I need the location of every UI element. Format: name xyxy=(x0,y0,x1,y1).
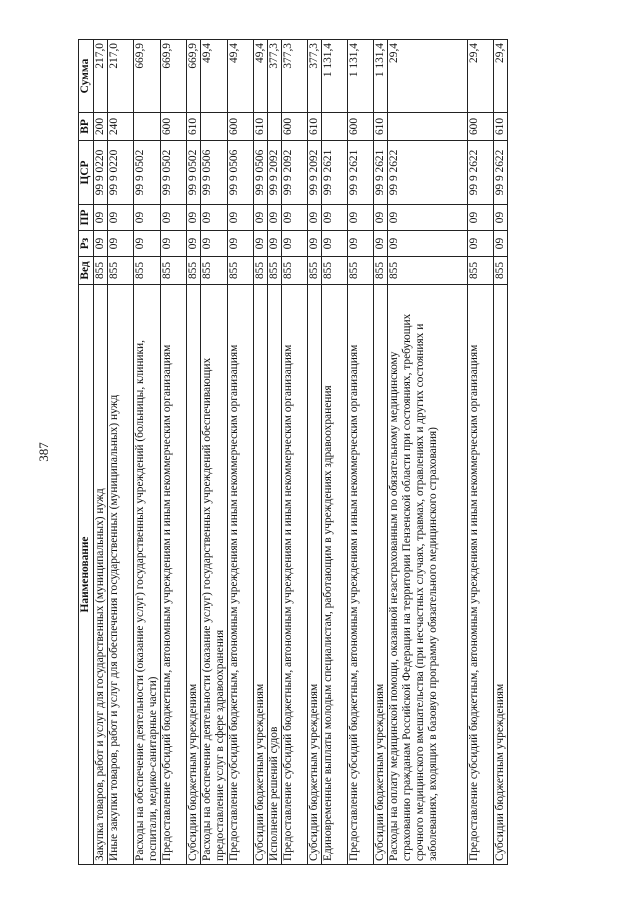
cell-rz: 09 xyxy=(161,231,187,257)
table-row xyxy=(468,40,494,865)
cell-vr: 600 xyxy=(468,113,494,141)
cell-rz: 09 xyxy=(254,231,268,257)
cell-name: Субсидии бюджетным учреждениям xyxy=(374,285,388,865)
cell-ved: 855 xyxy=(134,257,161,285)
table-row xyxy=(254,40,268,865)
cell-ved: 855 xyxy=(228,257,254,285)
cell-sum: 217,0 xyxy=(94,40,108,113)
table-header-row xyxy=(79,40,94,865)
cell-name: Расходы на обеспечение деятельности (оказание услуг) государственных учреждений обеспечивающих предоставление услуг в сфере здравоохранения xyxy=(201,285,228,865)
cell-pr: 09 xyxy=(308,205,322,231)
cell-rz: 09 xyxy=(282,231,308,257)
table-body xyxy=(94,40,508,865)
cell-pr: 09 xyxy=(108,205,134,231)
cell-sum: 669,9 xyxy=(161,40,187,113)
table-row xyxy=(374,40,388,865)
cell-vr xyxy=(201,113,228,141)
table-row xyxy=(94,40,108,865)
cell-pr: 09 xyxy=(201,205,228,231)
cell-pr: 09 xyxy=(94,205,108,231)
table-row xyxy=(228,40,254,865)
cell-csr: 99 9 2622 xyxy=(468,141,494,205)
cell-csr: 99 9 2621 xyxy=(348,141,374,205)
cell-rz: 09 xyxy=(268,231,282,257)
cell-pr: 09 xyxy=(254,205,268,231)
cell-sum: 29,4 xyxy=(388,40,468,113)
cell-vr: 600 xyxy=(348,113,374,141)
header-name: Наименование xyxy=(79,285,94,865)
budget-table xyxy=(78,39,508,865)
cell-rz: 09 xyxy=(308,231,322,257)
cell-csr: 99 9 0502 xyxy=(134,141,161,205)
cell-name: Единовременные выплаты молодым специалистам, работающим в учреждениях здравоохранения xyxy=(322,285,348,865)
cell-vr xyxy=(388,113,468,141)
cell-name: Предоставление субсидий бюджетным, автономным учреждениям и иным некоммерческим организациям xyxy=(282,285,308,865)
cell-rz: 09 xyxy=(228,231,254,257)
cell-rz: 09 xyxy=(322,231,348,257)
cell-rz: 09 xyxy=(108,231,134,257)
cell-csr: 99 9 2092 xyxy=(268,141,282,205)
cell-ved: 855 xyxy=(494,257,508,285)
cell-pr: 09 xyxy=(322,205,348,231)
cell-name: Субсидии бюджетным учреждениям xyxy=(254,285,268,865)
cell-sum: 217,0 xyxy=(108,40,134,113)
table-row xyxy=(388,40,468,865)
cell-ved: 855 xyxy=(108,257,134,285)
budget-table-frame xyxy=(78,40,602,865)
cell-ved: 855 xyxy=(254,257,268,285)
cell-name: Предоставление субсидий бюджетным, автономным учреждениям и иным некоммерческим организациям xyxy=(348,285,374,865)
cell-vr xyxy=(134,113,161,141)
cell-rz: 09 xyxy=(388,231,468,257)
cell-sum: 377,3 xyxy=(308,40,322,113)
cell-rz: 09 xyxy=(134,231,161,257)
cell-csr: 99 9 0506 xyxy=(228,141,254,205)
budget-table-rotated xyxy=(78,40,602,865)
header-pr: ПР xyxy=(79,205,94,231)
table-row xyxy=(187,40,201,865)
cell-vr: 240 xyxy=(108,113,134,141)
cell-name: Предоставление субсидий бюджетным, автономным учреждениям и иным некоммерческим организациям xyxy=(161,285,187,865)
cell-vr xyxy=(322,113,348,141)
cell-vr: 610 xyxy=(187,113,201,141)
table-row xyxy=(201,40,228,865)
header-vr: ВР xyxy=(79,113,94,141)
cell-ved: 855 xyxy=(94,257,108,285)
cell-csr: 99 9 2092 xyxy=(308,141,322,205)
cell-sum: 29,4 xyxy=(468,40,494,113)
cell-name: Исполнение решений судов xyxy=(268,285,282,865)
cell-csr: 99 9 2621 xyxy=(374,141,388,205)
cell-csr: 99 9 0502 xyxy=(161,141,187,205)
cell-pr: 09 xyxy=(388,205,468,231)
cell-rz: 09 xyxy=(374,231,388,257)
table-row xyxy=(322,40,348,865)
cell-pr: 09 xyxy=(282,205,308,231)
cell-name: Расходы на обеспечение деятельности (оказание услуг) государственных учреждений (больницы, клиники, госпитали, медико-санитарные части) xyxy=(134,285,161,865)
cell-pr: 09 xyxy=(374,205,388,231)
cell-ved: 855 xyxy=(374,257,388,285)
cell-sum: 49,4 xyxy=(201,40,228,113)
cell-name: Субсидии бюджетным учреждениям xyxy=(308,285,322,865)
cell-vr xyxy=(268,113,282,141)
cell-pr: 09 xyxy=(161,205,187,231)
table-row xyxy=(108,40,134,865)
cell-csr: 99 9 2622 xyxy=(388,141,468,205)
cell-pr: 09 xyxy=(348,205,374,231)
cell-vr: 600 xyxy=(228,113,254,141)
cell-ved: 855 xyxy=(268,257,282,285)
cell-ved: 855 xyxy=(161,257,187,285)
table-row xyxy=(268,40,282,865)
cell-name: Закупка товаров, работ и услуг для государственных (муниципальных) нужд xyxy=(94,285,108,865)
cell-rz: 09 xyxy=(187,231,201,257)
cell-rz: 09 xyxy=(201,231,228,257)
cell-csr: 99 9 0506 xyxy=(201,141,228,205)
cell-sum: 1 131,4 xyxy=(374,40,388,113)
cell-csr: 99 9 0220 xyxy=(108,141,134,205)
cell-vr: 610 xyxy=(494,113,508,141)
cell-rz: 09 xyxy=(468,231,494,257)
table-row xyxy=(494,40,508,865)
header-sum: Сумма xyxy=(79,40,94,113)
cell-sum: 29,4 xyxy=(494,40,508,113)
cell-ved: 855 xyxy=(348,257,374,285)
cell-sum: 1 131,4 xyxy=(348,40,374,113)
table-row xyxy=(348,40,374,865)
cell-sum: 377,3 xyxy=(268,40,282,113)
header-ved: Вед xyxy=(79,257,94,285)
cell-name: Субсидии бюджетным учреждениям xyxy=(187,285,201,865)
cell-name: Предоставление субсидий бюджетным, автономным учреждениям и иным некоммерческим организациям xyxy=(468,285,494,865)
cell-name: Иные закупки товаров, работ и услуг для обеспечения государственных (муниципальных) нужд xyxy=(108,285,134,865)
cell-sum: 669,9 xyxy=(134,40,161,113)
cell-pr: 09 xyxy=(228,205,254,231)
cell-rz: 09 xyxy=(494,231,508,257)
table-row xyxy=(282,40,308,865)
cell-csr: 99 9 0506 xyxy=(254,141,268,205)
cell-csr: 99 9 0502 xyxy=(187,141,201,205)
cell-name: Субсидии бюджетным учреждениям xyxy=(494,285,508,865)
cell-csr: 99 9 2622 xyxy=(494,141,508,205)
cell-rz: 09 xyxy=(348,231,374,257)
table-row xyxy=(161,40,187,865)
cell-csr: 99 9 2092 xyxy=(282,141,308,205)
cell-vr: 600 xyxy=(282,113,308,141)
cell-pr: 09 xyxy=(268,205,282,231)
cell-vr: 200 xyxy=(94,113,108,141)
cell-sum: 49,4 xyxy=(228,40,254,113)
header-csr: ЦСР xyxy=(79,141,94,205)
cell-ved: 855 xyxy=(282,257,308,285)
header-rz: Рз xyxy=(79,231,94,257)
cell-vr: 610 xyxy=(308,113,322,141)
cell-ved: 855 xyxy=(187,257,201,285)
cell-ved: 855 xyxy=(322,257,348,285)
cell-pr: 09 xyxy=(468,205,494,231)
cell-csr: 99 9 2621 xyxy=(322,141,348,205)
cell-pr: 09 xyxy=(134,205,161,231)
cell-name: Предоставление субсидий бюджетным, автономным учреждениям и иным некоммерческим организациям xyxy=(228,285,254,865)
cell-pr: 09 xyxy=(494,205,508,231)
cell-ved: 855 xyxy=(468,257,494,285)
cell-pr: 09 xyxy=(187,205,201,231)
cell-ved: 855 xyxy=(388,257,468,285)
cell-sum: 49,4 xyxy=(254,40,268,113)
cell-vr: 610 xyxy=(254,113,268,141)
cell-sum: 377,3 xyxy=(282,40,308,113)
cell-rz: 09 xyxy=(94,231,108,257)
cell-ved: 855 xyxy=(201,257,228,285)
cell-vr: 600 xyxy=(161,113,187,141)
cell-vr: 610 xyxy=(374,113,388,141)
cell-name: Расходы на оплату медицинской помощи, оказанной незастрахованным по обязательному медицинскому страхованию гражданам Российской Федерации на территории Пензенской области при состояниях, требующих срочного медицинского вмешательства (при несчастных случаях, травмах, отравлениях и других состояниях и заболеваниях, входящих в базовую программу обязательного медицинского страхования) xyxy=(388,285,468,865)
cell-csr: 99 9 0220 xyxy=(94,141,108,205)
page-number: 387 xyxy=(36,442,51,462)
cell-ved: 855 xyxy=(308,257,322,285)
cell-sum: 1 131,4 xyxy=(322,40,348,113)
table-row xyxy=(134,40,161,865)
table-row xyxy=(308,40,322,865)
cell-sum: 669,9 xyxy=(187,40,201,113)
